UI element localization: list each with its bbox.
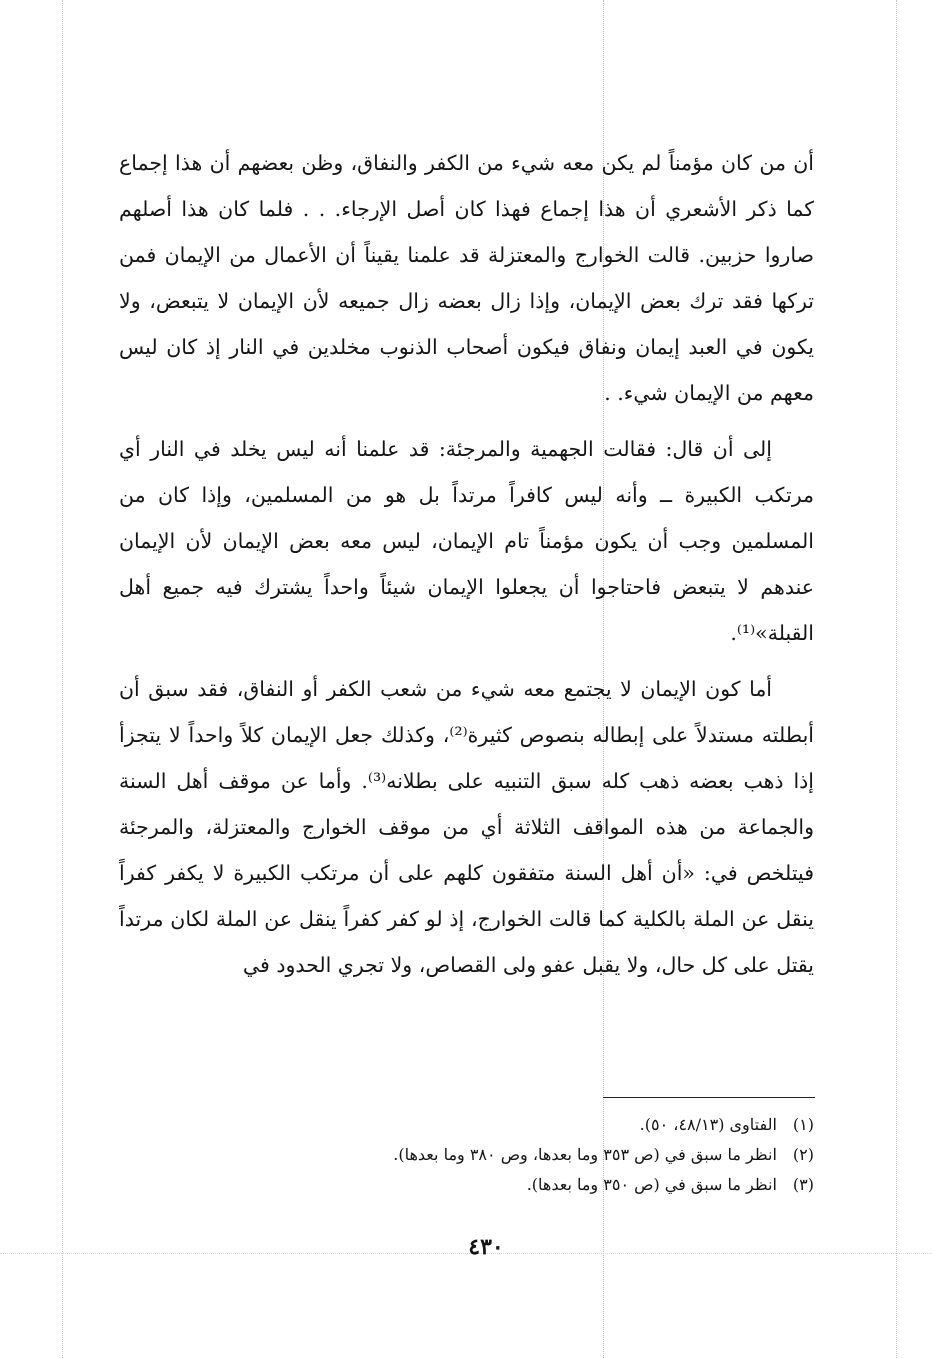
page-number: ٤٣٠ [468,1234,504,1260]
footnote-1 [119,1110,814,1140]
footnote-2 [119,1140,814,1170]
footnote-number: (٢) [792,1145,814,1164]
paragraph-3: أما كون الإيمان لا يجتمع معه شيء من شعب الكفر أو النفاق، فقد سبق أن أبطلته مستدلاً على إبطاله بنصوص كثيرة⁽²⁾، وكذلك جعل الإيمان كلاً واحداً لا يتجزأ إذا ذهب بعضه ذهب كله سبق التنبيه على بطلانه⁽³⁾. وأما عن موقف أهل السنة والجماعة من هذه المواقف الثلاثة أي من موقف الخوارج والمعتزلة، والمرجئة فيتلخص في: «أن أهل السنة متفقون كلهم على أن مرتكب الكبيرة لا يكفر كفراً ينقل عن الملة بالكلية كما قالت الخوارج، إذ لو كفر كفراً ينقل عن الملة لكان مرتداً يقتل على كل حال، ولا يقبل عفو ولى القصاص، ولا تجري الحدود في [119,677,814,977]
scan-guide-right [896,0,897,1358]
footnote-separator [603,1097,815,1098]
paragraph-2: إلى أن قال: فقالت الجهمية والمرجئة: قد علمنا أنه ليس يخلد في النار أي مرتكب الكبيرة ــ وأنه ليس كافراً مرتداً بل هو من المسلمين، وإذا كان من المسلمين وجب أن يكون مؤمناً تام الإيمان، ليس معه بعض الإيمان لأن الإيمان عندهم لا يتبعض فاحتاجوا أن يجعلوا الإيمان شيئاً واحداً يشترك فيه جميع أهل القبلة»⁽¹⁾. [119,437,814,645]
footnotes [119,1110,814,1200]
footnote-3 [119,1170,814,1200]
footnote-text: انظر ما سبق في (ص ٣٥٠ وما بعدها). [526,1175,777,1194]
paragraph-1: أن من كان مؤمناً لم يكن معه شيء من الكفر والنفاق، وظن بعضهم أن هذا إجماع كما ذكر الأشعري أن هذا إجماع فهذا كان أصل الإرجاء. . . فلما كان هذا أصلهم صاروا حزبين. قالت الخوارج والمعتزلة قد علمنا يقيناً أن الأعمال من الإيمان فمن تركها فقد ترك بعض الإيمان، وإذا زال بعضه زال جميعه لأن الإيمان لا يتبعض، ولا يكون في العبد إيمان ونفاق فيكون أصحاب الذنوب مخلدين في النار إذ كان ليس معهم من الإيمان شيء. . [119,151,814,405]
footnote-text: الفتاوى (٤٨/١٣، ٥٠). [639,1115,777,1134]
footnote-text: انظر ما سبق في (ص ٣٥٣ وما بعدها، وص ٣٨٠ وما بعدها). [393,1145,777,1164]
body-text [119,140,814,988]
footnote-number: (١) [792,1115,814,1134]
footnote-number: (٣) [792,1175,814,1194]
scan-guide-left [62,0,63,1358]
